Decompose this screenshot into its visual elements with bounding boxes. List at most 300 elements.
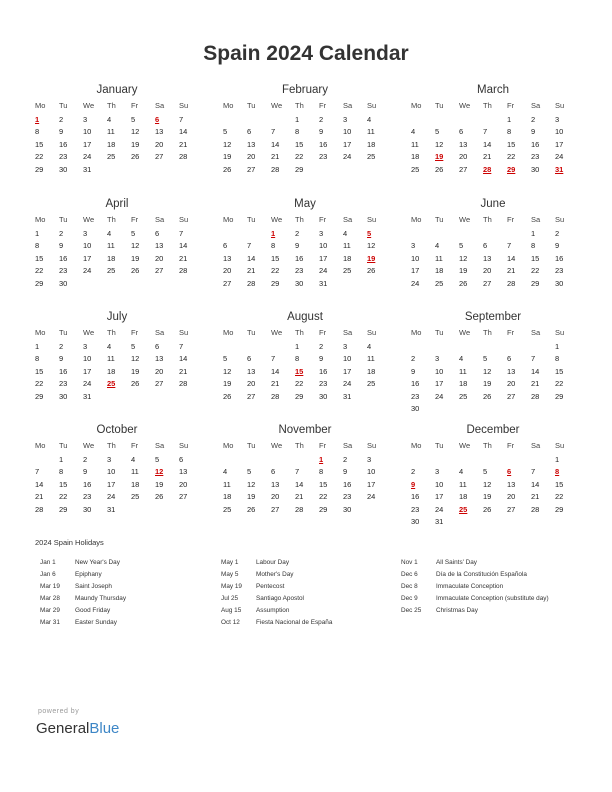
holiday-date: May 1 (221, 559, 239, 566)
weekday-header: Sa (531, 441, 541, 450)
day-cell: 24 (435, 391, 444, 401)
day-cell: 26 (223, 391, 232, 401)
weekday-header: Tu (247, 328, 256, 337)
empty-cell (409, 454, 433, 466)
holiday-row (221, 605, 382, 617)
day-cell: 11 (107, 241, 115, 251)
day-cell: 1 (35, 229, 40, 238)
day-cell: 18 (411, 152, 420, 162)
day-cell: 30 (295, 278, 304, 288)
month-september (409, 309, 577, 415)
weekday-header: Fr (319, 441, 327, 450)
day-cell: 9 (59, 354, 64, 364)
day-cell: 1 (295, 342, 300, 351)
weekday-header: We (271, 328, 283, 337)
day-cell: 19 (155, 479, 164, 489)
day-cell: 29 (59, 504, 68, 514)
month-november (221, 422, 389, 516)
day-cell: 28 (179, 152, 188, 162)
day-cell: 24 (83, 152, 92, 162)
day-cell: 14 (483, 139, 492, 149)
holiday-row (40, 581, 201, 593)
day-cell: 3 (83, 115, 88, 124)
day-cell: 17 (435, 379, 444, 389)
day-cell: 3 (435, 467, 440, 477)
page-title: Spain 2024 Calendar (203, 42, 409, 65)
day-cell: 19 (131, 139, 140, 149)
holiday-row (401, 569, 562, 581)
day-cell: 14 (179, 127, 188, 137)
empty-cell (433, 454, 457, 466)
month-days-grid (221, 325, 389, 403)
weekday-header: We (459, 215, 471, 224)
day-cell: 7 (271, 127, 276, 137)
holiday-name: Mother's Day (256, 571, 294, 578)
empty-cell (457, 228, 481, 240)
holiday-date: Jan 6 (40, 571, 56, 578)
day-cell: 15 (35, 139, 44, 149)
month-days-grid (409, 98, 577, 176)
day-cell: 26 (155, 492, 164, 502)
day-cell: 11 (411, 139, 419, 149)
weekday-header: Th (107, 215, 116, 224)
day-cell: 6 (483, 241, 488, 251)
day-cell: 1 (59, 455, 64, 464)
day-cell: 9 (343, 467, 348, 477)
day-cell: 28 (271, 391, 280, 401)
weekday-header: Su (367, 328, 377, 337)
day-cell: 30 (59, 391, 68, 401)
empty-cell (481, 341, 505, 353)
day-cell: 29 (319, 504, 328, 514)
holidays-heading: 2024 Spain Holidays (35, 538, 104, 547)
day-cell: 18 (107, 139, 116, 149)
month-name: November (278, 424, 332, 436)
day-cell: 16 (343, 479, 352, 489)
weekday-header: Sa (343, 328, 353, 337)
weekday-header: Fr (131, 441, 139, 450)
day-cell: 4 (131, 455, 136, 464)
weekday-header: Sa (343, 101, 353, 110)
day-cell: 3 (83, 342, 88, 351)
weekday-header: Mo (223, 441, 234, 450)
day-cell: 16 (319, 139, 328, 149)
holiday-day-cell: 6 (155, 115, 160, 124)
day-cell: 22 (295, 152, 304, 162)
month-name: April (105, 198, 129, 210)
day-cell: 5 (131, 115, 136, 124)
day-cell: 9 (555, 241, 560, 251)
day-cell: 2 (531, 115, 536, 124)
day-cell: 5 (247, 467, 252, 477)
day-cell: 20 (223, 266, 232, 276)
day-cell: 23 (59, 266, 68, 276)
day-cell: 9 (319, 127, 324, 137)
day-cell: 13 (271, 479, 280, 489)
day-cell: 10 (435, 479, 444, 489)
holiday-date: Dec 9 (401, 595, 418, 602)
weekday-header: Sa (343, 215, 353, 224)
weekday-header: Sa (343, 441, 353, 450)
holiday-date: Aug 15 (221, 607, 242, 614)
holiday-day-cell: 6 (507, 467, 512, 477)
day-cell: 7 (531, 467, 536, 477)
weekday-header: Th (295, 215, 304, 224)
day-cell: 21 (483, 152, 492, 162)
weekday-header: Fr (507, 101, 515, 110)
empty-cell (409, 114, 433, 126)
month-days-grid (221, 98, 389, 176)
weekday-header: Mo (35, 215, 46, 224)
day-cell: 14 (35, 479, 44, 489)
holiday-name: Labour Day (256, 559, 290, 566)
day-cell: 17 (343, 366, 352, 376)
day-cell: 18 (435, 266, 444, 276)
month-days-grid (409, 438, 577, 528)
empty-cell (505, 454, 529, 466)
empty-cell (33, 454, 57, 466)
day-cell: 29 (295, 164, 304, 174)
day-cell: 4 (107, 115, 112, 124)
day-cell: 24 (83, 379, 92, 389)
day-cell: 25 (131, 492, 140, 502)
weekday-header: Tu (247, 215, 256, 224)
day-cell: 22 (507, 152, 516, 162)
day-cell: 24 (411, 278, 420, 288)
holiday-day-cell: 8 (555, 467, 560, 477)
weekday-header: Tu (435, 215, 444, 224)
day-cell: 20 (459, 152, 468, 162)
empty-cell (433, 114, 457, 126)
day-cell: 19 (131, 253, 140, 263)
holiday-date: Mar 19 (40, 583, 60, 590)
holiday-name: Epiphany (75, 571, 102, 578)
empty-cell (457, 454, 481, 466)
empty-cell (245, 228, 269, 240)
day-cell: 4 (411, 127, 416, 137)
day-cell: 2 (83, 455, 88, 464)
day-cell: 8 (295, 127, 300, 137)
weekday-header: Su (555, 328, 565, 337)
month-january (33, 82, 201, 176)
day-cell: 21 (271, 152, 280, 162)
weekday-header: Th (483, 215, 492, 224)
day-cell: 6 (247, 127, 252, 137)
empty-cell (293, 454, 317, 466)
weekday-header: Su (555, 441, 565, 450)
holiday-name: Pentecost (256, 583, 285, 590)
day-cell: 17 (555, 139, 564, 149)
day-cell: 1 (35, 342, 40, 351)
day-cell: 24 (435, 504, 444, 514)
day-cell: 18 (223, 492, 232, 502)
day-cell: 26 (483, 504, 492, 514)
weekday-header: Fr (319, 101, 327, 110)
day-cell: 21 (507, 266, 516, 276)
empty-cell (433, 228, 457, 240)
day-cell: 26 (435, 164, 444, 174)
holiday-row (401, 557, 562, 569)
day-cell: 24 (343, 152, 352, 162)
day-cell: 21 (531, 492, 540, 502)
month-name: February (281, 84, 329, 96)
day-cell: 12 (247, 479, 256, 489)
month-days-grid (33, 98, 201, 176)
holiday-name: Santiago Apostol (256, 595, 304, 602)
weekday-header: We (83, 101, 95, 110)
day-cell: 23 (295, 266, 304, 276)
empty-cell (433, 341, 457, 353)
month-days-grid (409, 325, 577, 415)
day-cell: 7 (35, 467, 40, 477)
day-cell: 23 (59, 152, 68, 162)
day-cell: 9 (59, 241, 64, 251)
weekday-header: Fr (131, 215, 139, 224)
day-cell: 30 (531, 164, 540, 174)
holiday-day-cell: 25 (107, 379, 116, 389)
day-cell: 23 (83, 492, 92, 502)
day-cell: 3 (343, 342, 348, 351)
holiday-day-cell: 9 (411, 479, 416, 489)
day-cell: 20 (271, 492, 280, 502)
weekday-header: Su (555, 215, 565, 224)
holiday-name: Immaculate Conception (substitute day) (436, 595, 549, 602)
day-cell: 5 (223, 354, 228, 364)
holiday-row (40, 593, 201, 605)
logo-blue-text: Blue (89, 720, 120, 737)
day-cell: 10 (367, 467, 376, 477)
day-cell: 10 (435, 366, 444, 376)
day-cell: 25 (367, 379, 376, 389)
day-cell: 26 (131, 379, 140, 389)
month-october (33, 422, 201, 516)
day-cell: 4 (107, 342, 112, 351)
day-cell: 12 (223, 139, 232, 149)
day-cell: 6 (247, 354, 252, 364)
day-cell: 14 (507, 253, 516, 263)
day-cell: 5 (131, 342, 136, 351)
weekday-header: Tu (435, 328, 444, 337)
weekday-header: Th (295, 101, 304, 110)
month-name: August (287, 311, 323, 323)
day-cell: 12 (367, 241, 376, 251)
day-cell: 17 (343, 139, 352, 149)
day-cell: 7 (271, 354, 276, 364)
day-cell: 9 (531, 127, 536, 137)
empty-cell (245, 454, 269, 466)
day-cell: 17 (83, 366, 92, 376)
weekday-header: Fr (507, 215, 515, 224)
day-cell: 17 (319, 253, 328, 263)
weekday-header: Sa (531, 215, 541, 224)
day-cell: 28 (179, 379, 188, 389)
holiday-row (401, 605, 562, 617)
day-cell: 11 (459, 479, 467, 489)
day-cell: 5 (223, 127, 228, 137)
day-cell: 4 (343, 229, 348, 238)
day-cell: 30 (59, 278, 68, 288)
day-cell: 23 (555, 266, 564, 276)
day-cell: 20 (155, 139, 164, 149)
day-cell: 21 (271, 379, 280, 389)
month-name: July (106, 311, 128, 323)
day-cell: 10 (343, 354, 352, 364)
empty-cell (409, 228, 433, 240)
empty-cell (481, 228, 505, 240)
day-cell: 25 (107, 152, 116, 162)
empty-cell (269, 454, 293, 466)
weekday-header: We (271, 101, 283, 110)
day-cell: 3 (411, 241, 416, 251)
day-cell: 16 (295, 253, 304, 263)
day-cell: 1 (555, 455, 560, 464)
holiday-name: Saint Joseph (75, 583, 112, 590)
day-cell: 22 (59, 492, 68, 502)
holiday-name: All Saints' Day (436, 559, 477, 566)
day-cell: 6 (155, 229, 160, 238)
day-cell: 7 (179, 115, 184, 124)
day-cell: 10 (107, 467, 116, 477)
day-cell: 2 (319, 115, 324, 124)
weekday-header: Su (179, 441, 189, 450)
day-cell: 13 (459, 139, 468, 149)
day-cell: 25 (223, 504, 232, 514)
month-august (221, 309, 389, 403)
weekday-header: Su (179, 101, 189, 110)
month-july (33, 309, 201, 403)
day-cell: 19 (247, 492, 256, 502)
weekday-header: Sa (155, 101, 165, 110)
holiday-day-cell: 1 (319, 455, 324, 464)
weekday-header: Tu (59, 101, 68, 110)
month-name: May (294, 198, 316, 210)
weekday-header: Mo (35, 328, 46, 337)
holiday-name: Good Friday (75, 607, 111, 614)
day-cell: 18 (459, 492, 468, 502)
day-cell: 30 (343, 504, 352, 514)
day-cell: 18 (107, 253, 116, 263)
day-cell: 20 (247, 152, 256, 162)
day-cell: 3 (367, 455, 372, 464)
day-cell: 27 (155, 266, 164, 276)
day-cell: 14 (271, 366, 280, 376)
holiday-day-cell: 15 (295, 366, 304, 376)
day-cell: 28 (507, 278, 516, 288)
holiday-row (221, 557, 382, 569)
weekday-header: Sa (531, 328, 541, 337)
weekday-header: We (271, 441, 283, 450)
month-february (221, 82, 389, 176)
empty-cell (529, 341, 553, 353)
day-cell: 13 (507, 479, 516, 489)
day-cell: 2 (411, 354, 416, 364)
day-cell: 22 (35, 152, 44, 162)
day-cell: 29 (555, 504, 564, 514)
day-cell: 3 (83, 229, 88, 238)
day-cell: 22 (555, 379, 564, 389)
day-cell: 17 (107, 479, 116, 489)
day-cell: 14 (295, 479, 304, 489)
day-cell: 28 (271, 164, 280, 174)
day-cell: 7 (179, 342, 184, 351)
day-cell: 28 (531, 391, 540, 401)
day-cell: 14 (247, 253, 256, 263)
day-cell: 26 (459, 278, 468, 288)
holiday-date: Dec 25 (401, 607, 422, 614)
day-cell: 11 (131, 467, 139, 477)
day-cell: 24 (367, 492, 376, 502)
day-cell: 26 (223, 164, 232, 174)
day-cell: 19 (223, 152, 232, 162)
holiday-day-cell: 1 (271, 229, 276, 238)
day-cell: 28 (179, 266, 188, 276)
month-days-grid (33, 438, 201, 516)
day-cell: 4 (459, 354, 464, 364)
holiday-day-cell: 1 (35, 115, 40, 124)
day-cell: 2 (411, 467, 416, 477)
day-cell: 16 (59, 139, 68, 149)
holiday-day-cell: 31 (555, 164, 564, 174)
holiday-column (221, 557, 382, 629)
day-cell: 24 (107, 492, 116, 502)
generalblue-logo[interactable] (36, 720, 119, 737)
day-cell: 11 (223, 479, 231, 489)
day-cell: 29 (531, 278, 540, 288)
holiday-column (40, 557, 201, 629)
day-cell: 21 (179, 366, 188, 376)
day-cell: 8 (35, 241, 40, 251)
day-cell: 15 (555, 366, 564, 376)
holiday-date: Nov 1 (401, 559, 418, 566)
day-cell: 29 (35, 391, 44, 401)
day-cell: 15 (295, 139, 304, 149)
day-cell: 22 (271, 266, 280, 276)
weekday-header: Tu (59, 441, 68, 450)
day-cell: 12 (131, 241, 140, 251)
day-cell: 23 (531, 152, 540, 162)
weekday-header: Fr (131, 101, 139, 110)
day-cell: 22 (295, 379, 304, 389)
day-cell: 14 (179, 354, 188, 364)
weekday-header: Mo (411, 101, 422, 110)
weekday-header: Su (367, 215, 377, 224)
empty-cell (457, 114, 481, 126)
day-cell: 14 (271, 139, 280, 149)
weekday-header: Sa (155, 441, 165, 450)
day-cell: 4 (223, 467, 228, 477)
day-cell: 6 (179, 455, 184, 464)
day-cell: 18 (367, 139, 376, 149)
day-cell: 31 (343, 391, 352, 401)
day-cell: 22 (35, 379, 44, 389)
month-days-grid (409, 212, 577, 290)
holiday-name: New Year's Day (75, 559, 120, 566)
day-cell: 2 (59, 115, 64, 124)
weekday-header: Fr (507, 441, 515, 450)
day-cell: 15 (531, 253, 540, 263)
day-cell: 6 (507, 354, 512, 364)
weekday-header: Th (483, 441, 492, 450)
day-cell: 8 (35, 127, 40, 137)
weekday-header: Th (107, 441, 116, 450)
day-cell: 8 (295, 354, 300, 364)
day-cell: 13 (247, 139, 256, 149)
day-cell: 13 (247, 366, 256, 376)
weekday-header: Mo (411, 328, 422, 337)
weekday-header: Fr (507, 328, 515, 337)
holiday-row (221, 581, 382, 593)
month-name: December (466, 424, 520, 436)
